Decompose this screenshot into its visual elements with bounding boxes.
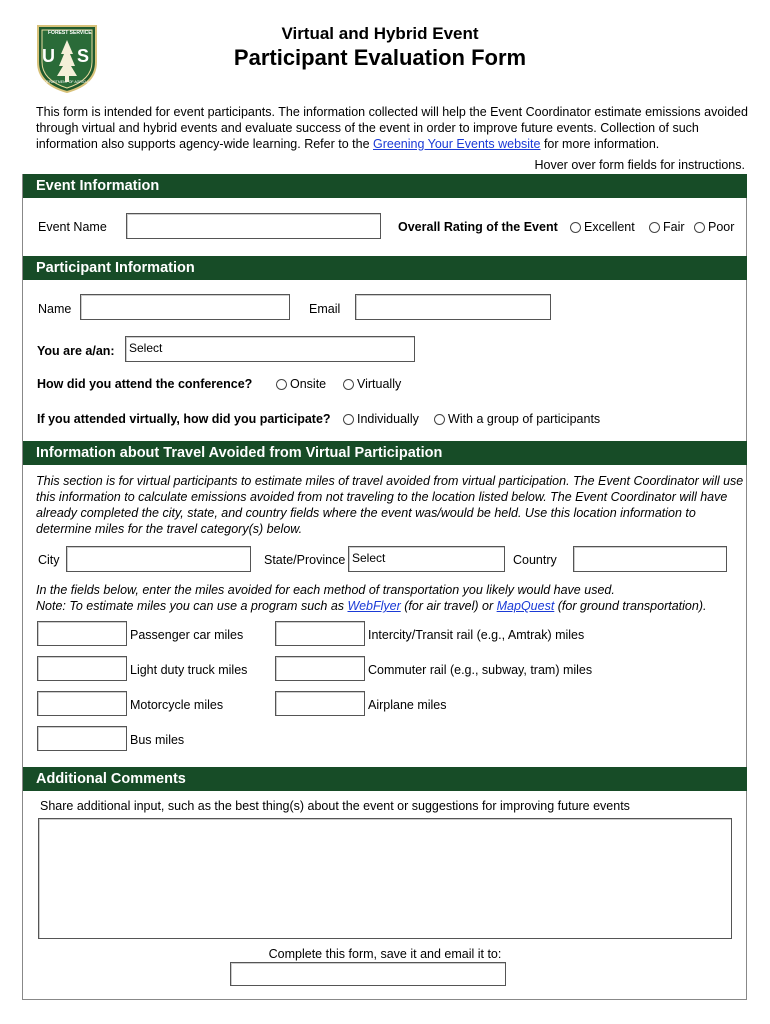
attend-option-label: Virtually (357, 377, 402, 391)
intro-paragraph (36, 104, 748, 152)
radio-icon (694, 222, 705, 233)
airplane-label: Airplane miles (368, 698, 447, 712)
comments-textarea[interactable] (38, 818, 732, 939)
ground-text: (for ground transportation). (554, 599, 707, 613)
city-label: City (38, 553, 60, 567)
virtual-group[interactable] (434, 412, 600, 426)
airplane-miles-input[interactable] (275, 691, 365, 716)
page-title: Participant Evaluation Form (233, 45, 527, 70)
participant-info-heading: Participant Information (23, 256, 747, 280)
virtual-individually[interactable] (343, 412, 419, 426)
comments-prompt: Share additional input, such as the best thing(s) about the event or suggestions for improving future events (40, 799, 630, 813)
virtual-option-label: With a group of participants (448, 412, 601, 426)
travel-description: This section is for virtual participants to estimate miles of travel avoided from virtual participation. The Event Coordinator will use this information to calculate emissions avoided from not traveling to the location listed below. The Event Coordinator will have already completed the city, state, and country fields where the event was/would be held. Use this location information to determine miles for the travel category(s) below. (36, 474, 744, 536)
commuter-rail-miles-input[interactable] (275, 656, 365, 681)
radio-icon (570, 222, 581, 233)
travel-heading: Information about Travel Avoided from Virtual Participation (23, 441, 747, 465)
passenger-car-miles-input[interactable] (37, 621, 127, 646)
motorcycle-miles-input[interactable] (37, 691, 127, 716)
state-label: State/Province (264, 553, 346, 567)
rating-option-label: Excellent (584, 220, 635, 234)
intercity-rail-label: Intercity/Transit rail (e.g., Amtrak) miles (368, 628, 585, 642)
country-label: Country (513, 553, 557, 567)
motorcycle-label: Motorcycle miles (130, 698, 224, 712)
email-to-input[interactable] (230, 962, 506, 986)
radio-icon (343, 414, 354, 425)
role-label: You are a/an: (37, 344, 115, 358)
event-info-heading: Event Information (23, 174, 747, 198)
rating-fair[interactable] (649, 220, 685, 234)
greening-events-link[interactable]: Greening Your Events website (373, 137, 541, 151)
light-truck-label: Light duty truck miles (130, 663, 248, 677)
hover-note: Hover over form fields for instructions. (534, 158, 745, 172)
intro-text: This form is intended for event participants. The information collected will help the Event Coordinator estimate emissions avoided through virtual and hybrid events and evaluate success of the event in order to improve future events. Collection of such information also supports agency-wide learning. Refer to the (36, 105, 748, 151)
logo-letters: US (42, 46, 112, 66)
miles-instructions: In the fields below, enter the miles avoided for each method of transportation you likely would have used. (36, 583, 615, 597)
attend-virtually[interactable] (343, 377, 401, 391)
radio-icon (343, 379, 354, 390)
intercity-rail-miles-input[interactable] (275, 621, 365, 646)
name-label: Name (38, 302, 72, 316)
rating-excellent[interactable] (570, 220, 635, 234)
attend-question: How did you attend the conference? (37, 377, 253, 391)
rating-option-label: Fair (663, 220, 685, 234)
rating-label: Overall Rating of the Event (398, 220, 558, 234)
attend-option-label: Onsite (290, 377, 327, 391)
attend-onsite[interactable] (276, 377, 326, 391)
name-input[interactable] (80, 294, 290, 320)
bus-miles-input[interactable] (37, 726, 127, 751)
virtual-option-label: Individually (357, 412, 419, 426)
rating-poor[interactable] (694, 220, 734, 234)
page-subtitle: Virtual and Hybrid Event (281, 24, 479, 43)
passenger-car-label: Passenger car miles (130, 628, 244, 642)
email-input[interactable] (355, 294, 551, 320)
air-text: (for air travel) or (400, 599, 497, 613)
radio-icon (434, 414, 445, 425)
note-prefix: Note: To estimate miles you can use a program such as (36, 599, 348, 613)
submit-instructions: Complete this form, save it and email it to: (268, 947, 502, 961)
comments-heading: Additional Comments (23, 767, 747, 791)
rating-option-label: Poor (708, 220, 735, 234)
forest-service-logo (34, 22, 112, 94)
radio-icon (649, 222, 660, 233)
radio-icon (276, 379, 287, 390)
bus-label: Bus miles (130, 733, 185, 747)
miles-note (36, 598, 748, 614)
country-input[interactable] (573, 546, 727, 572)
intro-text-end: for more information. (540, 137, 660, 151)
webflyer-link[interactable]: WebFlyer (347, 599, 401, 613)
state-select[interactable]: Select (348, 546, 505, 572)
logo-text-bottom: DEPARTMENT OF AGRICULTURE (44, 80, 100, 84)
event-name-input[interactable] (126, 213, 381, 239)
email-label: Email (309, 302, 341, 316)
light-truck-miles-input[interactable] (37, 656, 127, 681)
mapquest-link[interactable]: MapQuest (496, 599, 555, 613)
city-input[interactable] (66, 546, 251, 572)
event-name-label: Event Name (38, 220, 107, 234)
virtual-question: If you attended virtually, how did you participate? (37, 412, 331, 426)
role-select[interactable]: Select (125, 336, 415, 362)
logo-text-top: FOREST SERVICE (48, 30, 92, 36)
commuter-rail-label: Commuter rail (e.g., subway, tram) miles (368, 663, 593, 677)
